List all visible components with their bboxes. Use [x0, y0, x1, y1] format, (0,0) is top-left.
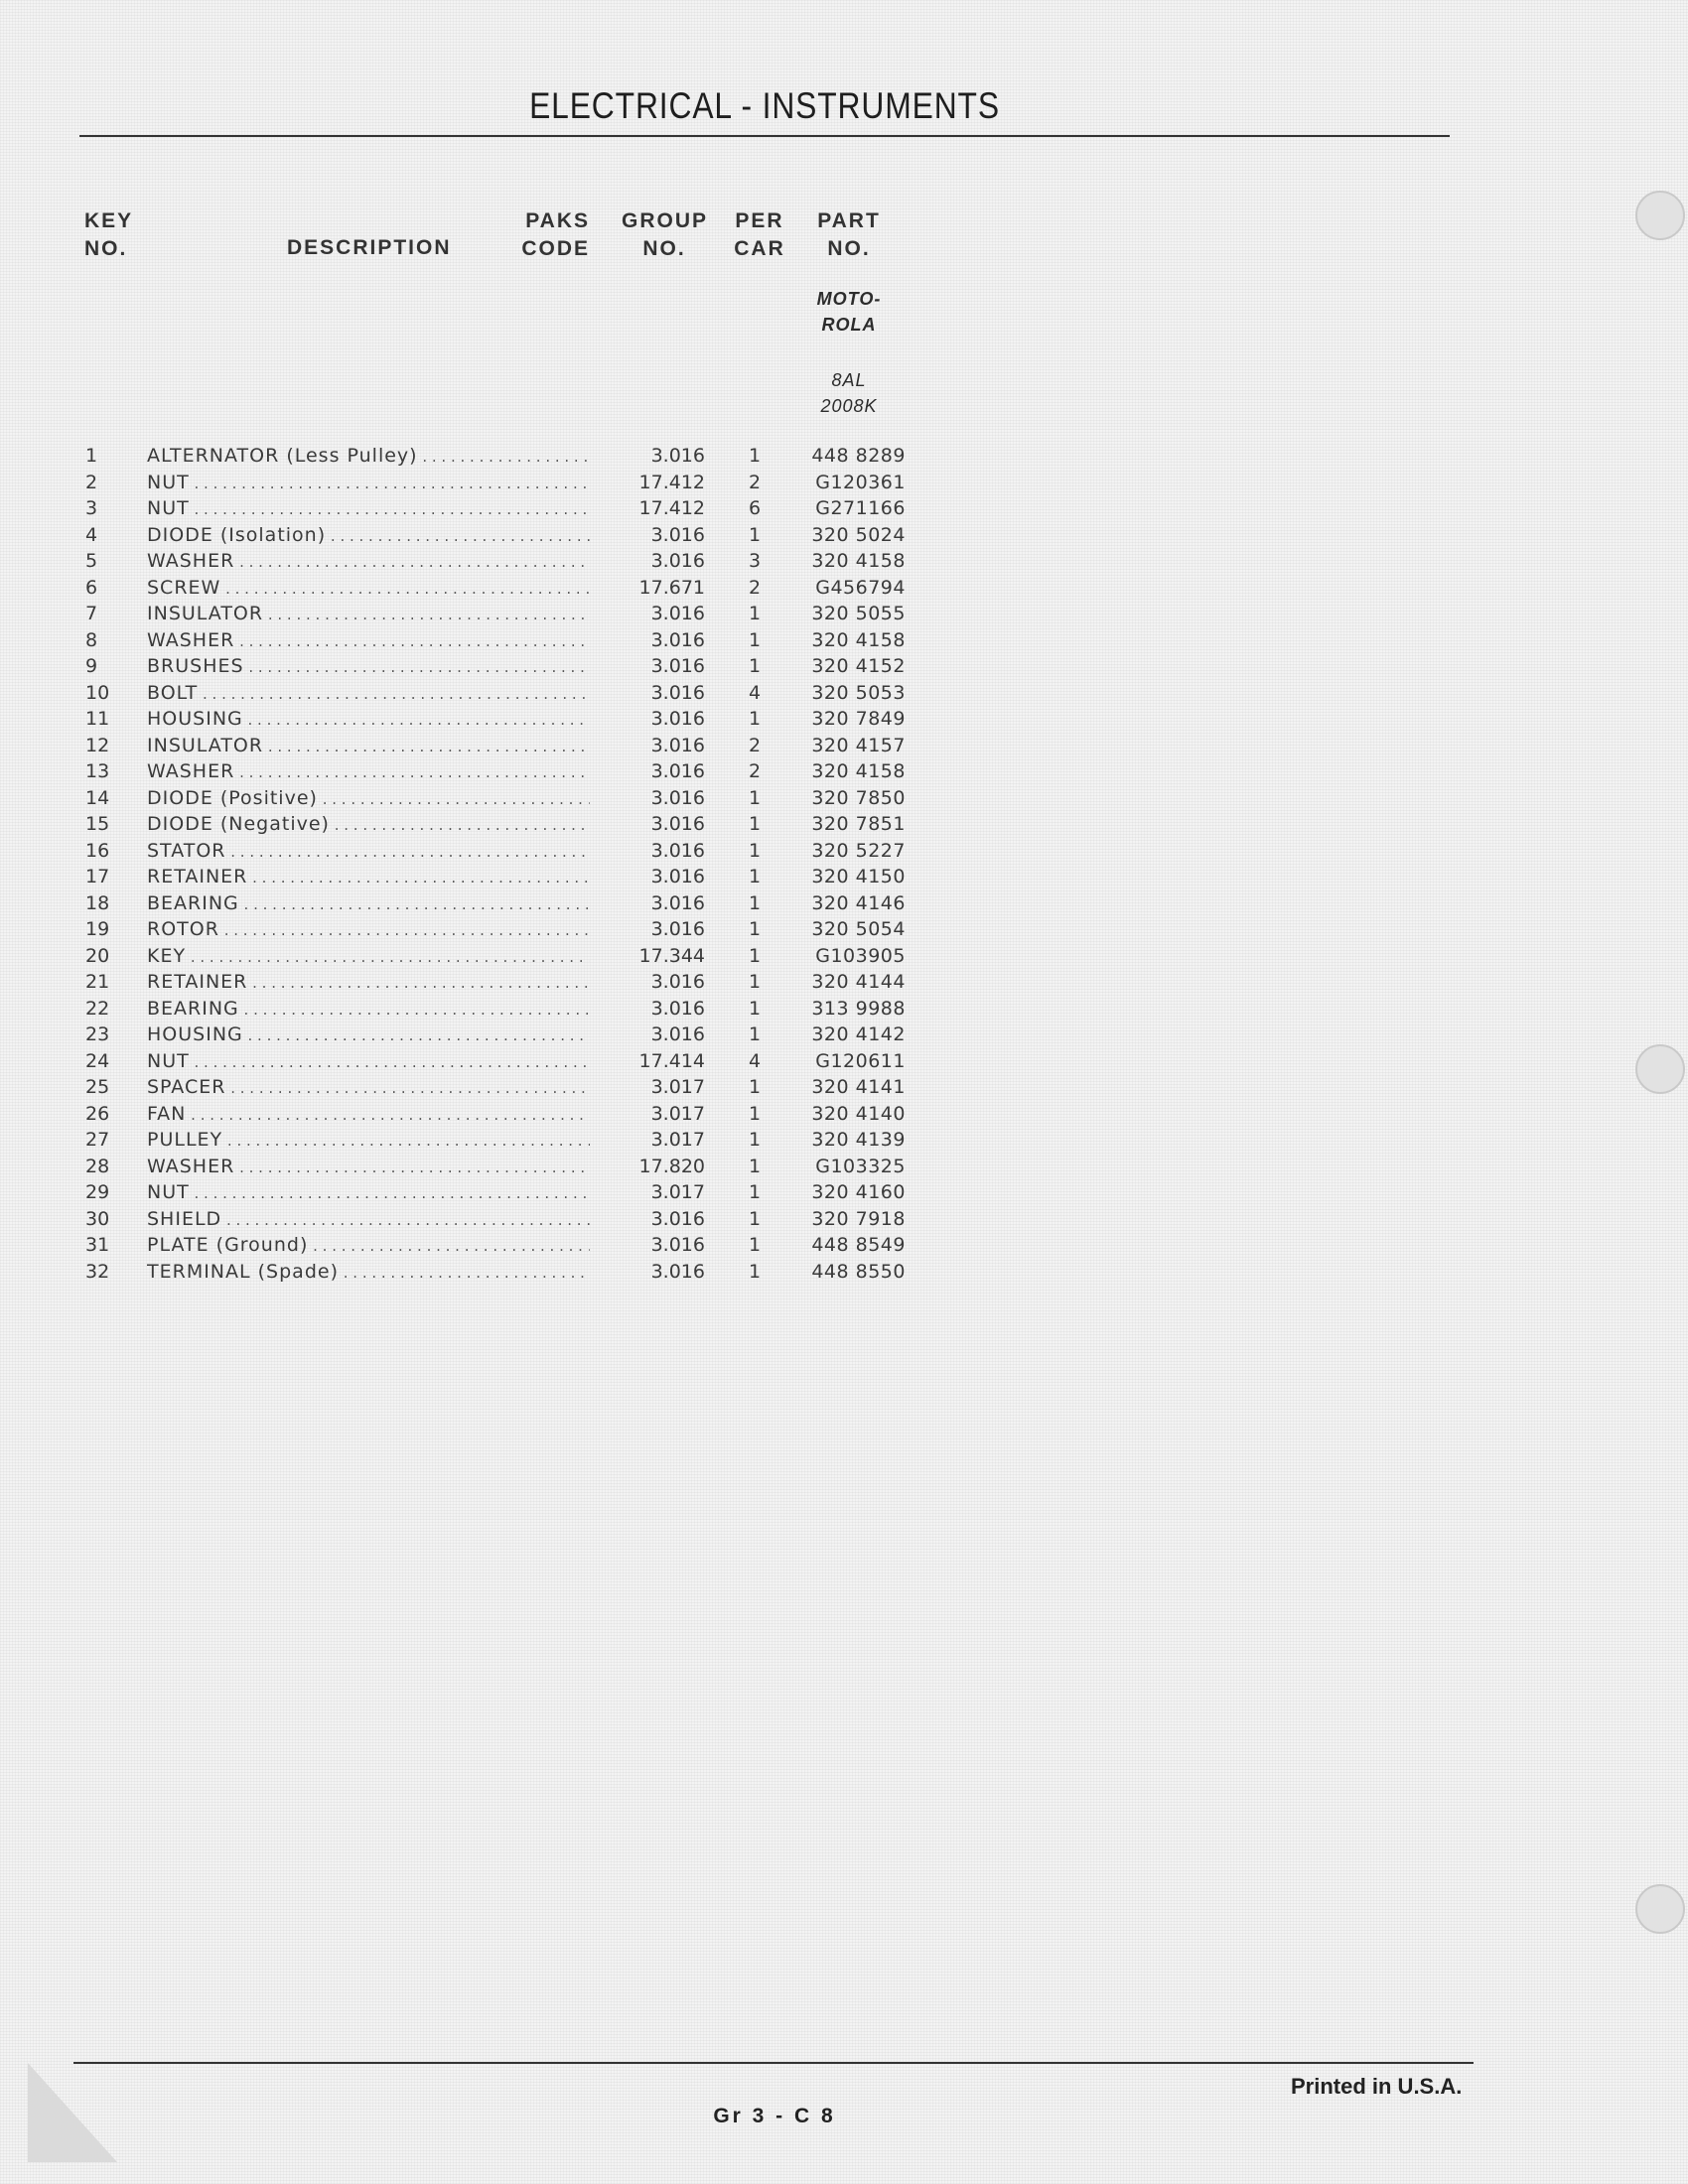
group-no: 3.017	[650, 1102, 705, 1125]
key-no: 10	[85, 681, 110, 704]
description: DIODE (Isolation) . . .	[147, 522, 590, 550]
description: INSULATOR . . .	[147, 733, 590, 760]
key-no: 9	[85, 655, 98, 677]
table-row	[0, 996, 993, 1023]
key-no: 30	[85, 1207, 110, 1230]
group-no: 3.016	[650, 918, 705, 940]
key-no: 4	[85, 523, 98, 546]
header-description: DESCRIPTION	[287, 236, 452, 259]
group-no: 3.016	[650, 628, 705, 651]
table-row	[0, 1101, 993, 1128]
key-no: 31	[85, 1234, 110, 1256]
key-no: 13	[85, 760, 110, 782]
header-group-line2: NO.	[642, 237, 686, 260]
table-row	[0, 548, 993, 575]
part-no: 320 4144	[811, 971, 906, 993]
group-no: 3.016	[650, 997, 705, 1020]
model-make-line1: MOTO-	[816, 289, 882, 309]
per-car: 1	[748, 944, 762, 967]
table-row	[0, 890, 993, 917]
description: STATOR . . .	[147, 838, 590, 866]
description: WASHER . . .	[147, 548, 590, 576]
table-row	[0, 758, 993, 785]
part-no: 320 4139	[811, 1129, 906, 1151]
per-car: 2	[748, 734, 762, 756]
key-no: 21	[85, 971, 110, 993]
per-car: 1	[748, 1129, 762, 1151]
key-no: 27	[85, 1129, 110, 1151]
description: DIODE (Positive) . . .	[147, 785, 590, 813]
table-row	[0, 575, 993, 602]
description: NUT . . .	[147, 1048, 590, 1076]
part-no: 320 5227	[811, 839, 906, 862]
key-no: 20	[85, 944, 110, 967]
description: INSULATOR . . .	[147, 601, 590, 628]
description: NUT . . .	[147, 495, 590, 523]
key-no: 19	[85, 918, 110, 940]
header-part-line1: PART	[817, 209, 881, 232]
group-no: 3.016	[650, 550, 705, 572]
per-car: 1	[748, 1076, 762, 1098]
group-no: 17.344	[638, 944, 705, 967]
key-no: 1	[85, 445, 98, 467]
key-no: 5	[85, 550, 98, 572]
table-row	[0, 1259, 993, 1286]
binder-hole	[1635, 191, 1685, 240]
group-no: 3.016	[650, 1260, 705, 1283]
table-row	[0, 495, 993, 522]
description: PLATE (Ground) . . .	[147, 1232, 590, 1260]
table-row	[0, 733, 993, 759]
header-key-no	[84, 207, 133, 263]
part-no: G103905	[815, 944, 906, 967]
table-row	[0, 785, 993, 812]
per-car: 4	[748, 1049, 762, 1072]
header-part-no	[804, 207, 894, 263]
table-row	[0, 1179, 993, 1206]
part-no: 320 7918	[811, 1207, 906, 1230]
part-no: 320 4160	[811, 1181, 906, 1203]
description: NUT . . .	[147, 470, 590, 497]
key-no: 28	[85, 1155, 110, 1177]
group-no: 3.017	[650, 1076, 705, 1098]
description: ALTERNATOR (Less Pulley) . . .	[147, 443, 590, 471]
table-row	[0, 864, 993, 890]
description: WASHER . . .	[147, 758, 590, 786]
table-row	[0, 916, 993, 943]
per-car: 1	[748, 839, 762, 862]
table-row	[0, 680, 993, 707]
key-no: 12	[85, 734, 110, 756]
model-make-line2: ROLA	[821, 315, 877, 335]
key-no: 17	[85, 866, 110, 887]
per-car: 1	[748, 1260, 762, 1283]
group-no: 17.412	[638, 497, 705, 519]
header-per-line1: PER	[735, 209, 784, 232]
table-row	[0, 1154, 993, 1180]
table-row	[0, 811, 993, 838]
part-no: G271166	[815, 497, 906, 519]
footer-divider	[73, 2062, 1474, 2064]
description: WASHER . . .	[147, 1154, 590, 1181]
group-no: 3.017	[650, 1181, 705, 1203]
part-no: 320 5055	[811, 603, 906, 624]
part-no: G120611	[815, 1049, 906, 1072]
per-car: 1	[748, 918, 762, 940]
per-car: 1	[748, 866, 762, 887]
key-no: 3	[85, 497, 98, 519]
per-car: 1	[748, 1155, 762, 1177]
model-make	[794, 286, 904, 338]
key-no: 6	[85, 576, 98, 599]
per-car: 1	[748, 445, 762, 467]
group-no: 3.016	[650, 866, 705, 887]
model-number	[794, 367, 904, 419]
per-car: 2	[748, 471, 762, 493]
description: SPACER . . .	[147, 1074, 590, 1102]
part-no: 320 4158	[811, 550, 906, 572]
header-group-line1: GROUP	[622, 209, 709, 232]
group-no: 3.016	[650, 839, 705, 862]
group-no: 3.016	[650, 708, 705, 730]
per-car: 1	[748, 708, 762, 730]
description: TERMINAL (Spade) . . .	[147, 1259, 590, 1287]
model-number-line1: 8AL	[831, 370, 867, 390]
part-no: 320 4152	[811, 655, 906, 677]
key-no: 14	[85, 786, 110, 809]
description: RETAINER . . .	[147, 864, 590, 891]
per-car: 1	[748, 971, 762, 993]
table-row	[0, 627, 993, 654]
group-no: 3.016	[650, 760, 705, 782]
description: BEARING . . .	[147, 996, 590, 1024]
description: BOLT . . .	[147, 680, 590, 708]
page-number: Gr 3 - C 8	[713, 2105, 836, 2127]
table-row	[0, 1074, 993, 1101]
binder-hole	[1635, 1884, 1685, 1934]
printed-in-usa: Printed in U.S.A.	[1291, 2074, 1463, 2099]
group-no: 17.412	[638, 471, 705, 493]
group-no: 3.017	[650, 1129, 705, 1151]
per-car: 1	[748, 1024, 762, 1045]
description: KEY . . .	[147, 943, 590, 971]
table-row	[0, 1206, 993, 1233]
part-no: 320 4158	[811, 628, 906, 651]
part-no: 320 5024	[811, 523, 906, 546]
group-no: 17.820	[638, 1155, 705, 1177]
part-no: G456794	[815, 576, 906, 599]
group-no: 3.016	[650, 734, 705, 756]
table-row	[0, 522, 993, 549]
part-no: 320 7849	[811, 708, 906, 730]
group-no: 3.016	[650, 1234, 705, 1256]
per-car: 1	[748, 786, 762, 809]
group-no: 3.016	[650, 813, 705, 835]
header-key-line1: KEY	[84, 209, 134, 232]
key-no: 25	[85, 1076, 110, 1098]
description: FAN . . .	[147, 1101, 590, 1129]
table-row	[0, 1048, 993, 1075]
description: PULLEY . . .	[147, 1127, 590, 1155]
table-row	[0, 838, 993, 865]
per-car: 6	[748, 497, 762, 519]
header-paks-code	[520, 207, 590, 263]
description: HOUSING . . .	[147, 706, 590, 734]
description: BEARING . . .	[147, 890, 590, 918]
key-no: 2	[85, 471, 98, 493]
per-car: 1	[748, 603, 762, 624]
per-car: 1	[748, 1207, 762, 1230]
table-row	[0, 969, 993, 996]
key-no: 24	[85, 1049, 110, 1072]
per-car: 2	[748, 576, 762, 599]
per-car: 1	[748, 891, 762, 914]
key-no: 32	[85, 1260, 110, 1283]
part-no: 320 5054	[811, 918, 906, 940]
per-car: 1	[748, 1181, 762, 1203]
key-no: 7	[85, 603, 98, 624]
table-row	[0, 601, 993, 627]
key-no: 16	[85, 839, 110, 862]
group-no: 17.671	[638, 576, 705, 599]
group-no: 3.016	[650, 1024, 705, 1045]
per-car: 1	[748, 1234, 762, 1256]
description: NUT . . .	[147, 1179, 590, 1207]
description: WASHER . . .	[147, 627, 590, 655]
title-divider	[79, 135, 1450, 137]
parts-list	[0, 443, 993, 1285]
table-row	[0, 1022, 993, 1048]
group-no: 3.016	[650, 1207, 705, 1230]
folded-corner	[28, 2063, 117, 2162]
header-key-line2: NO.	[84, 237, 128, 260]
per-car: 1	[748, 628, 762, 651]
key-no: 29	[85, 1181, 110, 1203]
header-per-line2: CAR	[734, 237, 785, 260]
part-no: 320 7850	[811, 786, 906, 809]
header-per-car	[731, 207, 788, 263]
group-no: 3.016	[650, 445, 705, 467]
table-row	[0, 443, 993, 470]
key-no: 11	[85, 708, 110, 730]
group-no: 3.016	[650, 655, 705, 677]
table-row	[0, 653, 993, 680]
key-no: 23	[85, 1024, 110, 1045]
key-no: 26	[85, 1102, 110, 1125]
table-row	[0, 1127, 993, 1154]
part-no: 320 4158	[811, 760, 906, 782]
part-no: G120361	[815, 471, 906, 493]
model-number-line2: 2008K	[820, 396, 878, 416]
header-paks-line2: CODE	[521, 237, 590, 260]
part-no: 448 8550	[811, 1260, 906, 1283]
description: SHIELD . . .	[147, 1206, 590, 1234]
per-car: 1	[748, 655, 762, 677]
header-part-line2: NO.	[827, 237, 871, 260]
key-no: 22	[85, 997, 110, 1020]
table-row	[0, 706, 993, 733]
part-no: 320 4142	[811, 1024, 906, 1045]
part-no: 320 4141	[811, 1076, 906, 1098]
per-car: 3	[748, 550, 762, 572]
per-car: 4	[748, 681, 762, 704]
description: BRUSHES . . .	[147, 653, 590, 681]
per-car: 1	[748, 1102, 762, 1125]
group-no: 3.016	[650, 603, 705, 624]
part-no: 448 8289	[811, 445, 906, 467]
description: DIODE (Negative) . . .	[147, 811, 590, 839]
per-car: 1	[748, 523, 762, 546]
part-no: 320 4150	[811, 866, 906, 887]
part-no: 320 5053	[811, 681, 906, 704]
table-row	[0, 470, 993, 496]
key-no: 18	[85, 891, 110, 914]
group-no: 3.016	[650, 891, 705, 914]
part-no: 320 4146	[811, 891, 906, 914]
description: SCREW . . .	[147, 575, 590, 603]
part-no: 320 4157	[811, 734, 906, 756]
part-no: 313 9988	[811, 997, 906, 1020]
group-no: 3.016	[650, 681, 705, 704]
key-no: 15	[85, 813, 110, 835]
part-no: 320 7851	[811, 813, 906, 835]
table-row	[0, 943, 993, 970]
group-no: 3.016	[650, 971, 705, 993]
part-no: 448 8549	[811, 1234, 906, 1256]
table-row	[0, 1232, 993, 1259]
group-no: 3.016	[650, 523, 705, 546]
description: HOUSING . . .	[147, 1022, 590, 1049]
header-paks-line1: PAKS	[525, 209, 590, 232]
part-no: 320 4140	[811, 1102, 906, 1125]
description: ROTOR . . .	[147, 916, 590, 944]
part-no: G103325	[815, 1155, 906, 1177]
group-no: 17.414	[638, 1049, 705, 1072]
per-car: 1	[748, 997, 762, 1020]
description: RETAINER . . .	[147, 969, 590, 997]
header-group-no	[622, 207, 707, 263]
key-no: 8	[85, 628, 98, 651]
binder-hole	[1635, 1044, 1685, 1094]
per-car: 2	[748, 760, 762, 782]
per-car: 1	[748, 813, 762, 835]
group-no: 3.016	[650, 786, 705, 809]
page-title: ELECTRICAL - INSTRUMENTS	[529, 85, 1000, 126]
